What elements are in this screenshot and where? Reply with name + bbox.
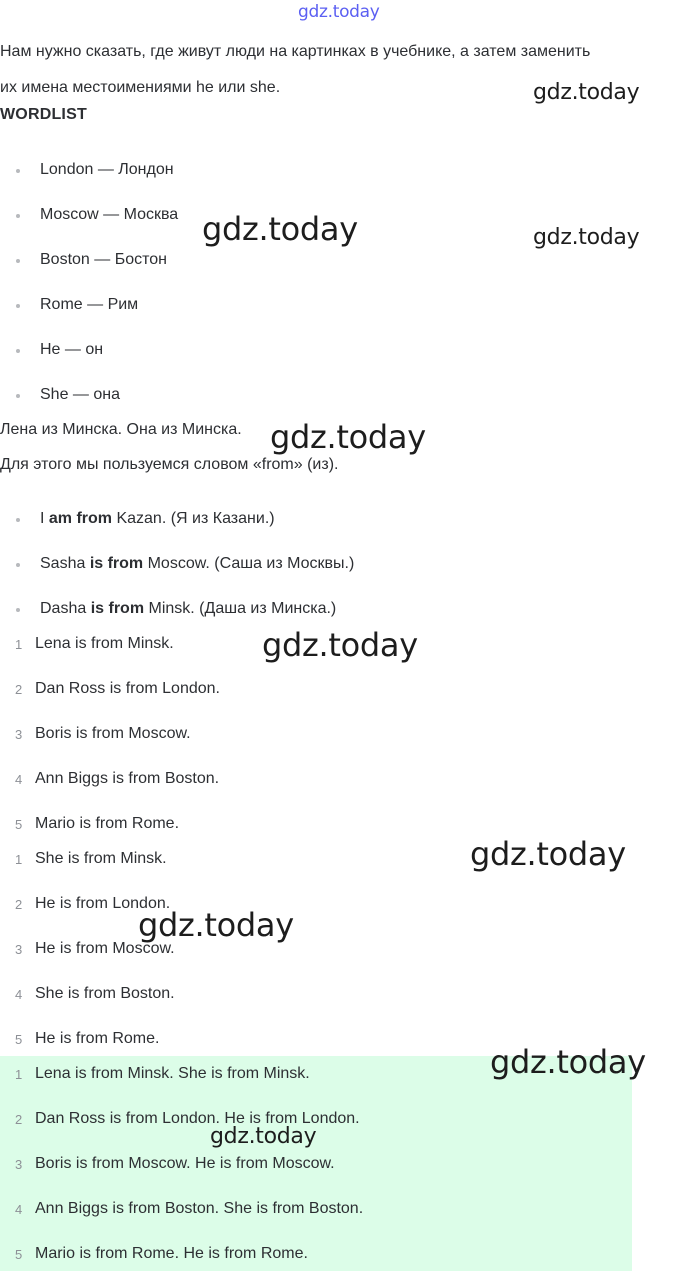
bullet-icon	[16, 169, 20, 173]
watermark: gdz.today	[262, 626, 418, 664]
bullet-icon	[16, 608, 20, 612]
bullet-icon	[16, 563, 20, 567]
watermark: gdz.today	[270, 418, 426, 456]
bullet-icon	[16, 259, 20, 263]
watermark: gdz.today	[138, 906, 294, 944]
watermark-top: gdz.today	[298, 2, 380, 22]
bullet-icon	[16, 349, 20, 353]
intro-paragraph	[0, 34, 590, 106]
bullet-icon	[16, 394, 20, 398]
intro-line-2: их имена местоимениями he или she.	[0, 79, 281, 96]
intro-line-1: Нам нужно сказать, где живут люди на картинках в учебнике, а затем заменить	[0, 43, 591, 60]
wordlist-heading: WORDLIST	[0, 106, 87, 123]
bullet-icon	[16, 214, 20, 218]
watermark: gdz.today	[490, 1043, 646, 1081]
bullet-icon	[16, 518, 20, 522]
bullet-icon	[16, 304, 20, 308]
explanation-line-2: Для этого мы пользуемся словом «from» (из).	[0, 456, 339, 473]
watermark: gdz.today	[202, 210, 358, 248]
watermark: gdz.today	[533, 80, 640, 105]
watermark: gdz.today	[210, 1124, 317, 1149]
watermark: gdz.today	[470, 835, 626, 873]
watermark: gdz.today	[533, 225, 640, 250]
explanation-line-1: Лена из Минска. Она из Минска.	[0, 421, 242, 438]
